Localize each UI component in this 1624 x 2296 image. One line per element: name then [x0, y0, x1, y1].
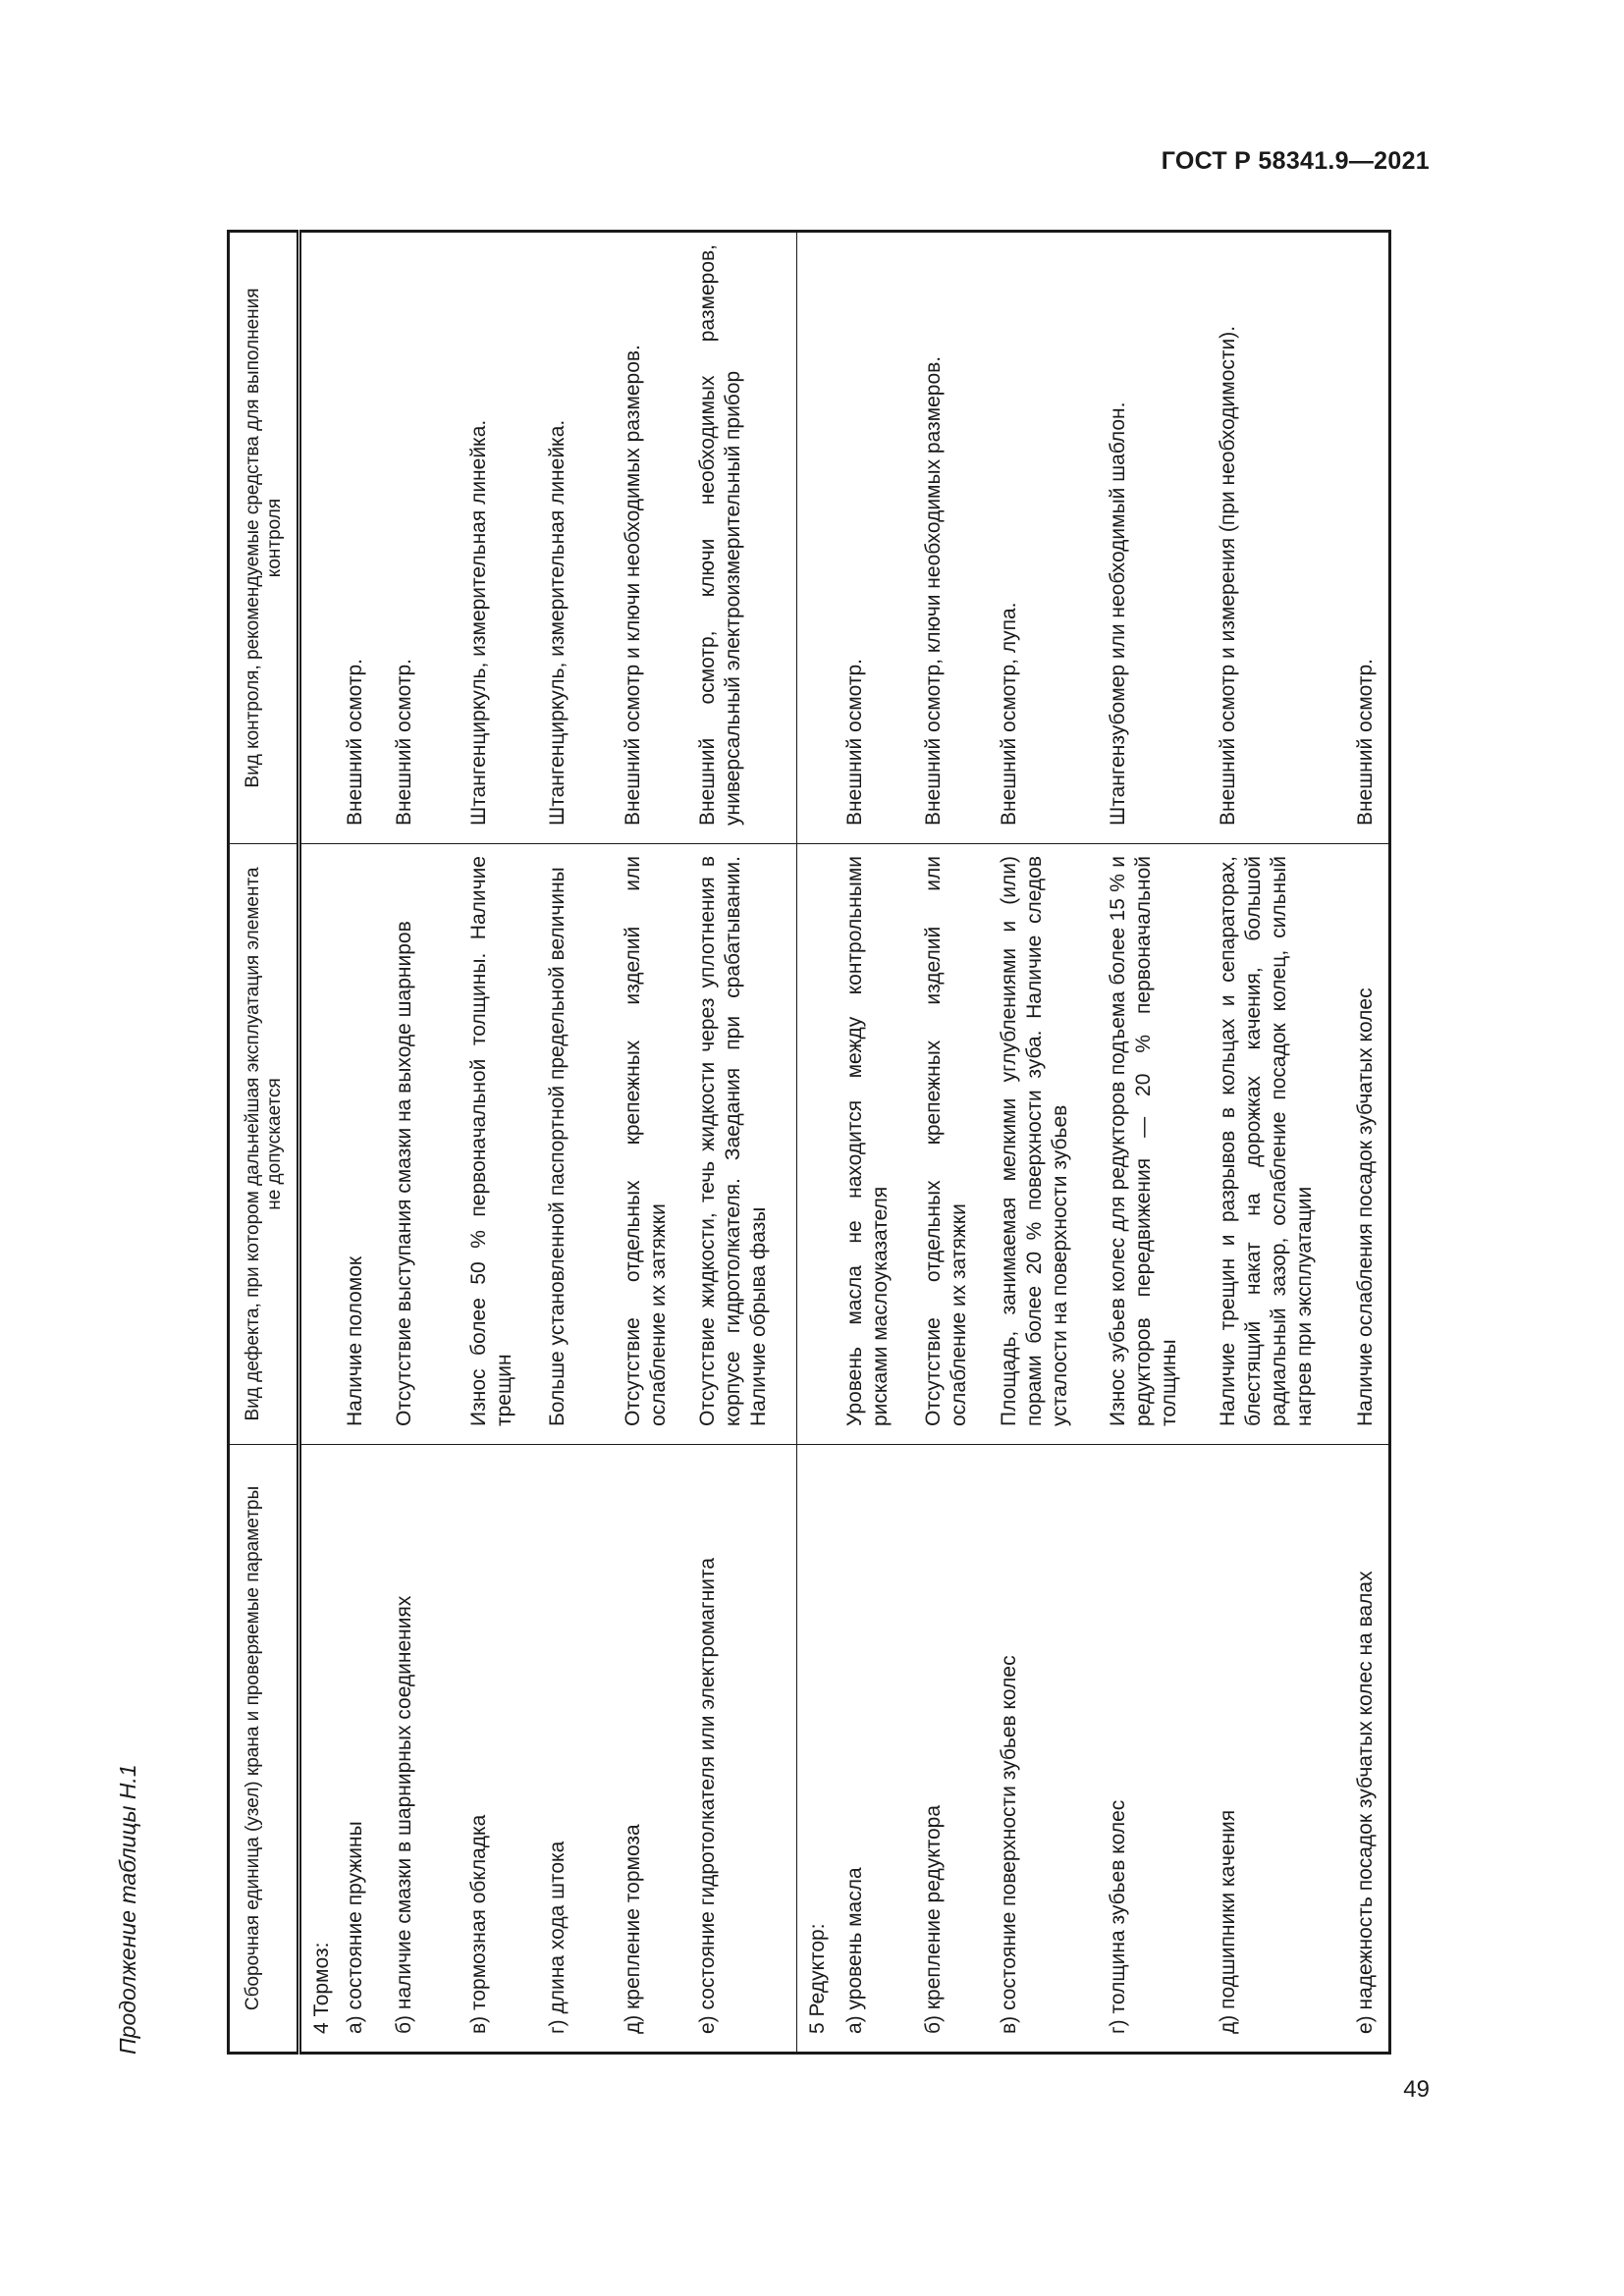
table-row [917, 232, 993, 2054]
control-cell: Внешний осмотр. [839, 232, 917, 844]
page-number: 49 [1403, 2076, 1430, 2103]
column-header-defect: Вид дефекта, при котором дальнейшая эксплуатация элемента не допускается [229, 844, 299, 1445]
group-title-row [299, 232, 339, 2054]
control-cell: Внешний осмотр. [388, 232, 462, 844]
control-cell: Внешний осмотр, ключи необходимых размеров, универсальный электроизмерительный прибор [691, 232, 797, 844]
unit-cell: б) крепление редуктора [917, 1445, 993, 2054]
defect-cell: Отсутствие жидкости, течь жидкости через уплотнения в корпусе гидротолкателя. Заедания при срабатывании. Наличие обрыва фазы [691, 844, 797, 1445]
standard-designation: ГОСТ Р 58341.9—2021 [1161, 147, 1430, 175]
table-row [388, 232, 462, 2054]
defect-cell: Больше установленной паспортной предельной величины [541, 844, 617, 1445]
control-cell: Внешний осмотр. [1349, 232, 1390, 844]
control-cell: Внешний осмотр, ключи необходимых размеров. [917, 232, 993, 844]
table-row [541, 232, 617, 2054]
unit-cell: г) длина хода штока [541, 1445, 617, 2054]
unit-cell: а) уровень масла [839, 1445, 917, 2054]
defect-cell: Износ более 50 % первоначальной толщины. Наличие трещин [462, 844, 541, 1445]
defect-cell: Отсутствие отдельных крепежных изделий или ослабление их затяжки [617, 844, 691, 1445]
table-row [1102, 232, 1212, 2054]
column-header-unit: Сборочная единица (узел) крана и проверяемые параметры [229, 1445, 299, 2054]
unit-cell: б) наличие смазки в шарнирных соединениях [388, 1445, 462, 2054]
control-cell: Штангенциркуль, измерительная линейка. [462, 232, 541, 844]
table-row [1212, 232, 1349, 2054]
table-caption: Продолжение таблицы Н.1 [115, 1764, 140, 2055]
defect-cell: Наличие поломок [339, 844, 388, 1445]
unit-cell: е) состояние гидротолкателя или электромагнита [691, 1445, 797, 2054]
table-row [1349, 232, 1390, 2054]
unit-cell: д) подшипники качения [1212, 1445, 1349, 2054]
inspection-table [227, 230, 1391, 2055]
defect-cell: Наличие ослабления посадок зубчатых колес [1349, 844, 1390, 1445]
defect-cell: Отсутствие отдельных крепежных изделий или ослабление их затяжки [917, 844, 993, 1445]
unit-cell: а) состояние пружины [339, 1445, 388, 2054]
defect-cell: Наличие трещин и разрывов в кольцах и сепараторах, блестящий накат на дорожках качения, большой радиальный зазор, ослабление посадок колец, сильный нагрев при эксплуатации [1212, 844, 1349, 1445]
table-header-row [229, 232, 299, 2054]
unit-cell: е) надежность посадок зубчатых колес на валах [1349, 1445, 1390, 2054]
defect-cell: Износ зубьев колес для редукторов подъема более 15 % и редукторов передвижения — 20 % первоначальной толщины [1102, 844, 1212, 1445]
table-row [993, 232, 1102, 2054]
control-cell: Внешний осмотр и ключи необходимых размеров. [617, 232, 691, 844]
control-cell: Внешний осмотр. [339, 232, 388, 844]
unit-cell: д) крепление тормоза [617, 1445, 691, 2054]
control-cell: Штангензубомер или необходимый шаблон. [1102, 232, 1212, 844]
table-row [691, 232, 797, 2054]
column-header-control: Вид контроля, рекомендуемые средства для выполнения контроля [229, 232, 299, 844]
unit-cell: в) тормозная обкладка [462, 1445, 541, 2054]
table-row [462, 232, 541, 2054]
defect-cell: Площадь, занимаемая мелкими углублениями и (или) порами более 20 % поверхности зуба. Наличие следов усталости на поверхности зубьев [993, 844, 1102, 1445]
defect-cell: Отсутствие выступания смазки на выходе шарниров [388, 844, 462, 1445]
control-cell: Штангенциркуль, измерительная линейка. [541, 232, 617, 844]
unit-cell: в) состояние поверхности зубьев колес [993, 1445, 1102, 2054]
group-title-row [797, 232, 839, 2054]
group-title: 4 Тормоз: [299, 1445, 339, 2054]
table-row [617, 232, 691, 2054]
table-row [839, 232, 917, 2054]
table-row [339, 232, 388, 2054]
control-cell: Внешний осмотр, лупа. [993, 232, 1102, 844]
defect-cell: Уровень масла не находится между контрольными рисками маслоуказателя [839, 844, 917, 1445]
group-title: 5 Редуктор: [797, 1445, 839, 2054]
control-cell: Внешний осмотр и измерения (при необходимости). [1212, 232, 1349, 844]
unit-cell: г) толщина зубьев колес [1102, 1445, 1212, 2054]
rotated-table-area [105, 233, 1377, 2055]
